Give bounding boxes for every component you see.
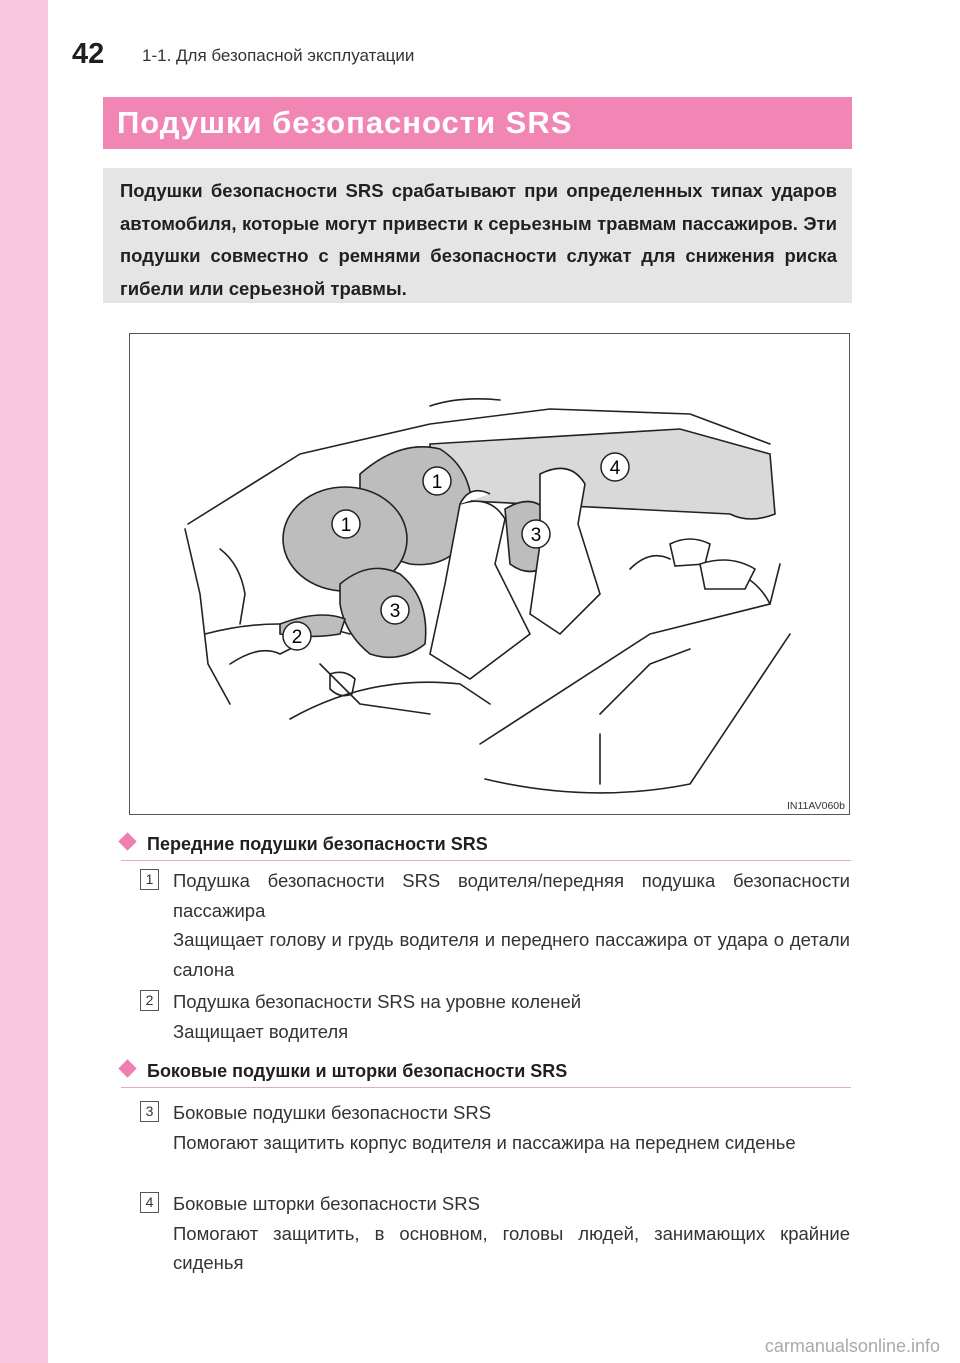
- item-desc: Защищает водителя: [173, 1020, 349, 1042]
- callout-3a: [381, 596, 409, 624]
- callout-4: [601, 453, 629, 481]
- callout-3b: [522, 520, 550, 548]
- callout-1b: [332, 510, 360, 538]
- section-rule: [121, 1087, 851, 1088]
- item-name: Боковые шторки безопасности SRS: [173, 1193, 480, 1214]
- figure-code: IN11AV060b: [787, 800, 845, 812]
- section-heading-side: Боковые подушки и шторки безопасности SRS: [121, 1061, 567, 1082]
- item-desc: Помогают защитить, в основном, головы людей, занимающих крайние сиденья: [173, 1222, 850, 1273]
- side-tab-strip: [0, 0, 48, 1363]
- svg-text:4: 4: [609, 458, 621, 479]
- list-item: [173, 1189, 850, 1278]
- diamond-bullet-icon: [118, 832, 136, 850]
- callout-2: [283, 622, 311, 650]
- watermark: carmanualsonline.info: [764, 1336, 940, 1356]
- intro-text: Подушки безопасности SRS срабатывают при определенных типах ударов автомобиля, которые могут привести к серьезным травмам пассажиров. Эти подушки совместно с ремнями безопасности служат для снижения риска гибели или серьезной травмы.: [120, 180, 837, 299]
- list-item: [173, 1098, 850, 1157]
- section-heading-front: Передние подушки безопасности SRS: [121, 834, 488, 855]
- airbag-illustration: [129, 333, 850, 815]
- svg-text:3: 3: [530, 525, 542, 546]
- diamond-bullet-icon: [118, 1059, 136, 1077]
- item-number-2: 2: [140, 990, 159, 1011]
- svg-text:3: 3: [389, 601, 401, 622]
- item-name: Подушка безопасности SRS на уровне коленей: [173, 991, 582, 1012]
- item-desc: Защищает голову и грудь водителя и переднего пассажира от удара о детали салона: [173, 929, 850, 980]
- callout-1a: [423, 467, 451, 495]
- svg-text:1: 1: [431, 472, 443, 493]
- section-title-bar: [103, 97, 852, 149]
- item-name: Боковые подушки безопасности SRS: [173, 1102, 492, 1123]
- page-title: Подушки безопасности SRS: [117, 105, 573, 140]
- item-desc: Помогают защитить корпус водителя и пассажира на переднем сиденье: [173, 1131, 796, 1153]
- page-number: 42: [72, 38, 105, 70]
- section-rule: [121, 860, 851, 861]
- list-item: [173, 866, 850, 984]
- list-item: [173, 987, 850, 1046]
- breadcrumb: 1-1. Для безопасной эксплуатации: [142, 46, 415, 65]
- item-number-3: 3: [140, 1101, 159, 1122]
- item-name: Подушка безопасности SRS водителя/передняя подушка безопасности пассажира: [173, 870, 850, 921]
- svg-text:1: 1: [340, 515, 352, 536]
- car-interior-drawing: [130, 334, 850, 815]
- svg-text:2: 2: [291, 627, 303, 648]
- intro-box: [103, 168, 852, 303]
- item-number-1: 1: [140, 869, 159, 890]
- item-number-4: 4: [140, 1192, 159, 1213]
